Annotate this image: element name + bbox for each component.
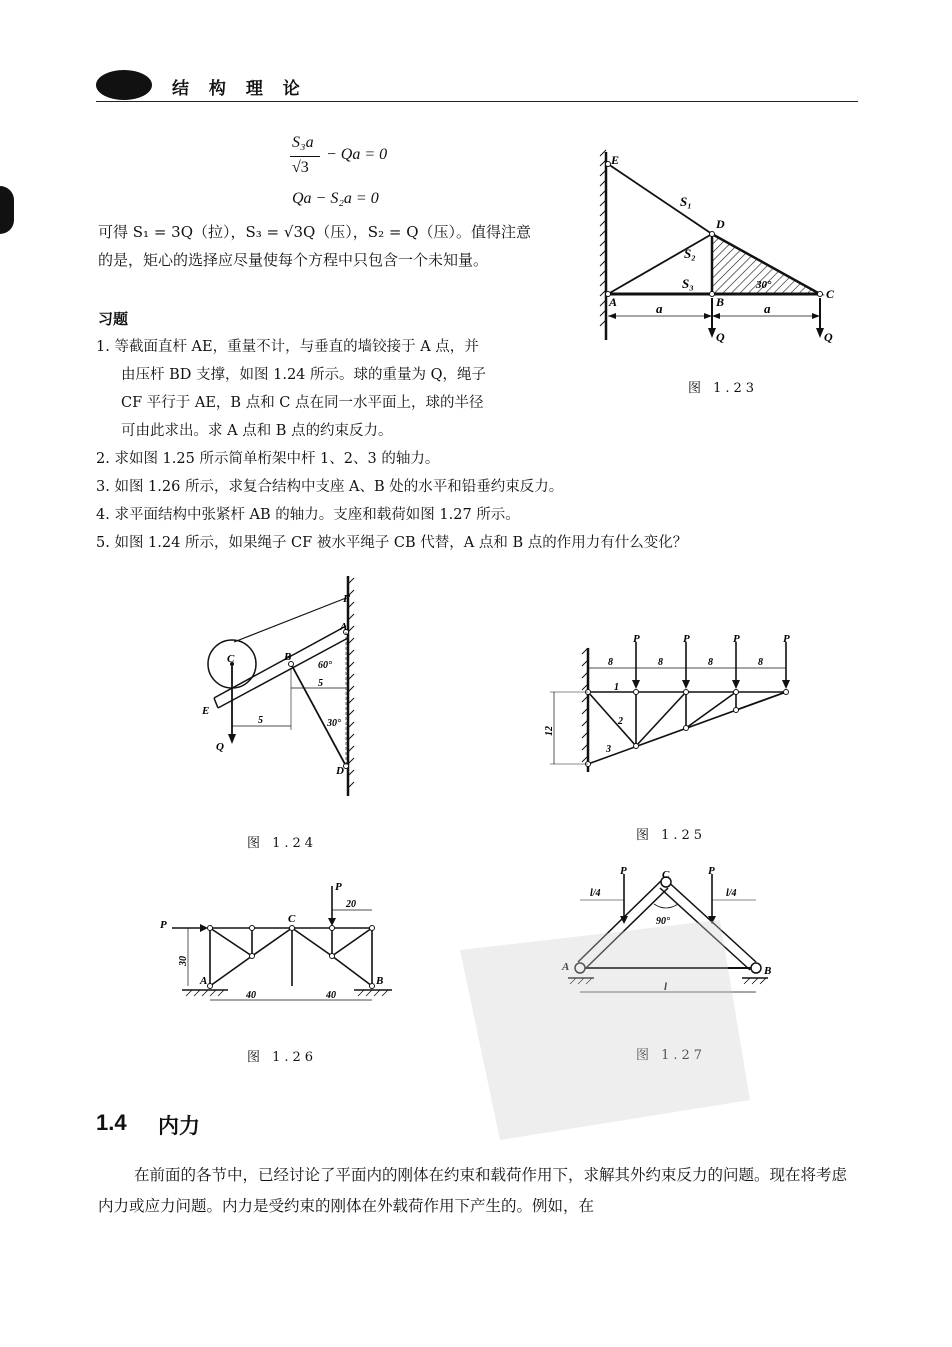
f127-label-P2: P <box>708 866 715 877</box>
eq1-rest: − Qa = 0 <box>326 146 388 163</box>
figure-1-26 <box>158 876 402 1016</box>
f127-label-B: B <box>764 965 772 977</box>
intro-line-1: 可得 S₁ = 3Q（拉），S₃ = √3Q（压），S₂ = Q（压）。值得注意 <box>98 223 531 241</box>
f123-label-Q2: Q <box>824 330 833 344</box>
exercise-1-line-2: 由压杆 BD 支撑，如图 1.24 所示。球的重量为 Q，绳子 <box>121 367 486 383</box>
f125-label-P1: P <box>633 633 640 645</box>
f125-dim-8a: 8 <box>608 657 613 668</box>
section-title: 内力 <box>158 1114 200 1138</box>
exercise-1-line-1: 1. 等截面直杆 AE，重量不计，与垂直的墙铰接于 A 点，并 <box>96 339 479 355</box>
f125-dim-8b: 8 <box>658 657 663 668</box>
watermark-seal <box>430 910 760 1150</box>
f124-angle-30: 30° <box>327 718 341 729</box>
f125-member-1: 1 <box>614 682 619 693</box>
exercise-5: 5. 如图 1.24 所示，如果绳子 CF 被水平绳子 CB 代替，A 点和 B 点的作用力有什么变化？ <box>96 535 688 551</box>
exercise-2: 2. 求如图 1.25 所示简单桁架中杆 1、2、3 的轴力。 <box>96 451 440 467</box>
figure-1-26-caption: 图 1.26 <box>247 1050 318 1065</box>
f126-dim-40a: 40 <box>246 990 256 1001</box>
f123-label-B: B <box>716 295 725 309</box>
f124-label-A: A <box>340 621 348 633</box>
f125-dim-12: 12 <box>544 726 555 736</box>
exercise-1-line-3: CF 平行于 AE，B 点和 C 点在同一水平面上，球的半径 <box>121 395 484 411</box>
f126-dim-20: 20 <box>346 899 356 910</box>
section-body-text: 在前面的各节中，已经讨论了平面内的刚体在约束和载荷作用下，求解其外约束反力的问题。现在将考虑内力或应力问题。内力是受约束的刚体在外载荷作用下产生的。例如，在 <box>98 1166 848 1215</box>
f125-dim-8d: 8 <box>758 657 763 668</box>
figure-1-23-caption: 图 1.23 <box>688 381 759 396</box>
f123-label-angle: 30° <box>756 279 772 291</box>
f123-label-S1: S₁ <box>680 194 692 209</box>
f123-dim-a2: a <box>764 301 771 316</box>
figure-1-23 <box>596 148 852 358</box>
figure-1-24-caption: 图 1.24 <box>247 836 318 851</box>
equation-2: Qa − S₂a = 0 <box>292 190 379 207</box>
f124-label-D: D <box>336 765 344 777</box>
header-rule <box>96 101 858 102</box>
f124-label-B: B <box>284 651 292 663</box>
side-thumb-tab <box>0 186 14 234</box>
f123-label-D: D <box>716 217 725 231</box>
equation-1 <box>290 132 430 182</box>
f123-label-E: E <box>611 153 620 167</box>
intro-paragraph <box>98 218 588 274</box>
f123-label-Q1: Q <box>716 330 725 344</box>
f126-dim-40b: 40 <box>326 990 336 1001</box>
f126-label-P2: P <box>335 881 342 893</box>
f126-label-B: B <box>376 975 384 987</box>
exercise-3: 3. 如图 1.26 所示，求复合结构中支座 A、B 处的水平和铅垂约束反力。 <box>96 479 564 495</box>
f126-label-P1: P <box>160 919 167 931</box>
f124-label-C: C <box>227 653 235 665</box>
eq1-fraction-bar <box>290 156 320 157</box>
exercise-1-line-4: 可由此求出。求 A 点和 B 点的约束反力。 <box>121 423 393 439</box>
section-number: 1.4 <box>96 1110 127 1135</box>
f127-angle-90: 90° <box>656 916 670 927</box>
f126-label-A: A <box>200 975 208 987</box>
f124-label-E: E <box>202 705 210 717</box>
f127-dim-l: l <box>664 981 668 993</box>
f127-label-A: A <box>562 961 570 973</box>
f124-label-F: F <box>343 593 351 605</box>
f123-label-S3: S₃ <box>682 276 694 291</box>
figure-1-24 <box>196 570 376 800</box>
f125-label-P2: P <box>683 633 690 645</box>
f127-label-C: C <box>662 869 670 881</box>
f124-angle-60: 60° <box>318 660 332 671</box>
figure-1-27-caption: 图 1.27 <box>636 1048 707 1063</box>
f125-label-P3: P <box>733 633 740 645</box>
f125-member-2: 2 <box>618 716 623 727</box>
f126-label-C: C <box>288 913 296 925</box>
figure-1-25 <box>540 632 800 782</box>
f125-member-3: 3 <box>606 744 611 755</box>
header-logo-blob <box>96 70 152 100</box>
exercise-4: 4. 求平面结构中张紧杆 AB 的轴力。支座和载荷如图 1.27 所示。 <box>96 507 520 523</box>
f123-label-C: C <box>826 287 835 301</box>
f124-label-Q: Q <box>216 741 224 753</box>
f123-label-S2: S₂ <box>684 246 696 261</box>
figure-1-25-caption: 图 1.25 <box>636 828 707 843</box>
f123-dim-a1: a <box>656 301 663 316</box>
eq1-denominator: √3 <box>292 159 309 176</box>
f125-label-P4: P <box>783 633 790 645</box>
intro-line-2: 的是，矩心的选择应尽量使每个方程中只包含一个未知量。 <box>98 251 489 269</box>
f123-label-A: A <box>609 295 618 309</box>
f124-dim-5a: 5 <box>318 678 323 689</box>
f125-dim-8c: 8 <box>708 657 713 668</box>
header-title: 结 构 理 论 <box>172 79 307 99</box>
exercises-title: 习题 <box>98 310 129 328</box>
f127-dim-quarter-1: l/4 <box>590 888 601 899</box>
f127-dim-quarter-2: l/4 <box>726 888 737 899</box>
f124-dim-5b: 5 <box>258 715 263 726</box>
f126-dim-30: 30 <box>178 956 189 966</box>
eq1-numerator: S₃a <box>292 134 314 151</box>
f127-label-P1: P <box>620 866 627 877</box>
